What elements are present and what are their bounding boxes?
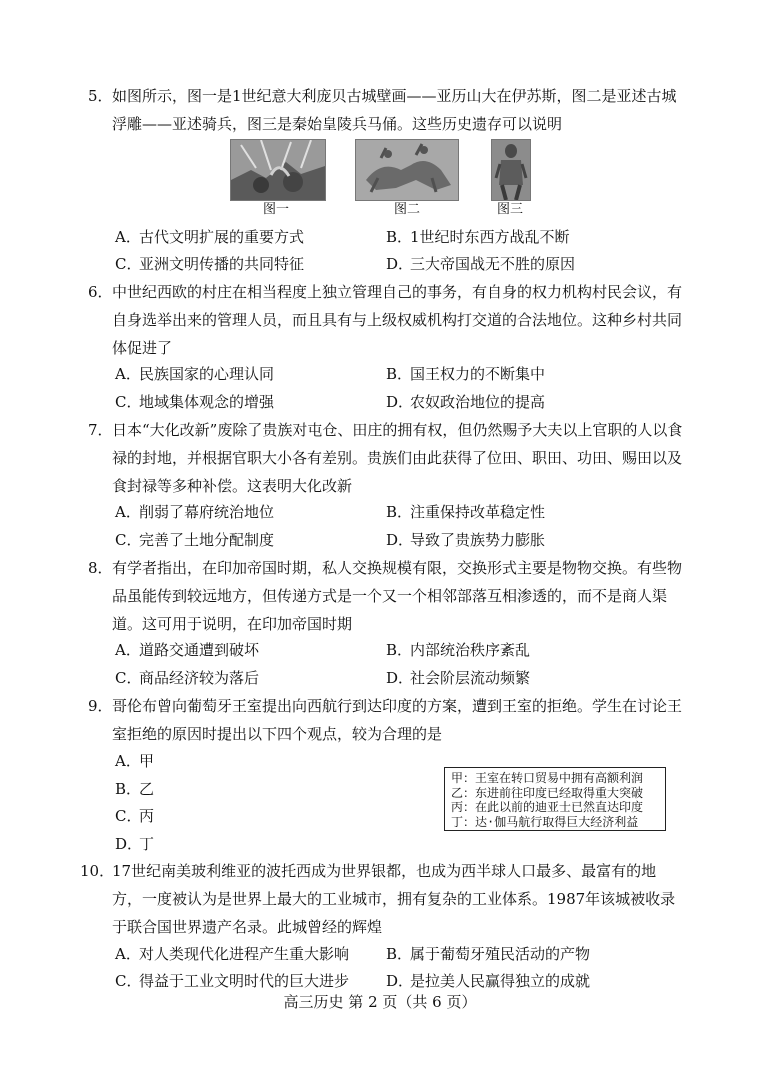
option-d: D．社会阶层流动频繁 (386, 669, 531, 687)
question-stem: 日本“大化改新”废除了贵族对屯仓、田庄的拥有权，但仍然赐予大夫以上官职的人以食禄的封地，并根据官职大小各有差别。贵族们由此获得了位田、职田、功田、赐田以及食封禄等多种补偿。这表明大化改新 (112, 421, 683, 495)
option-b: B．注重保持改革稳定性 (386, 503, 546, 521)
option-a: A．甲 (115, 752, 155, 770)
figure-caption: 图二 (393, 202, 420, 217)
option-d: D．是拉美人民赢得独立的成就 (386, 972, 591, 990)
fig1-pompeii-mural-image (230, 139, 326, 201)
option-b: B．国王权力的不断集中 (386, 365, 546, 383)
option-a: A．道路交通遭到破坏 (115, 641, 260, 659)
question-number: 7． (88, 421, 113, 439)
fig3-terracotta-warrior-image (491, 139, 531, 201)
option-b: B．属于葡萄牙殖民活动的产物 (386, 945, 591, 963)
question-stem: 有学者指出，在印加帝国时期，私人交换规模有限，交换形式主要是物物交换。有些物品虽能传到较远地方，但传递方式是一个又一个相邻部落互相渗透的，而不是商人渠道。这可用于说明，在印加帝国时期 (112, 559, 683, 633)
question-number: 10． (80, 862, 115, 880)
question-stem: 中世纪西欧的村庄在相当程度上独立管理自己的事务，有自身的权力机构村民会议，有自身选举出来的管理人员，而且具有与上级权威机构打交道的合法地位。这种乡村共同体促进了 (112, 283, 683, 357)
question-number: 6． (88, 283, 113, 301)
viewpoint-ding: 丁：达·伽马航行取得巨大经济利益 (451, 814, 639, 829)
option-c: C．亚洲文明传播的共同特征 (115, 255, 305, 273)
option-d: D．丁 (115, 835, 155, 853)
figure-caption: 图三 (496, 202, 523, 217)
question-stem: 哥伦布曾向葡萄牙王室提出向西航行到达印度的方案，遭到王室的拒绝。学生在讨论王室拒绝的原因时提出以下四个观点，较为合理的是 (112, 697, 683, 743)
option-b: B．乙 (115, 780, 155, 798)
option-b: B．内部统治秩序紊乱 (386, 641, 531, 659)
viewpoint-jia: 甲：王室在转口贸易中拥有高额利润 (451, 771, 644, 785)
viewpoint-yi: 乙：东进前往印度已经取得重大突破 (451, 785, 644, 800)
option-c: C．得益于工业文明时代的巨大进步 (115, 972, 350, 990)
fig2-assyrian-relief-image (355, 139, 459, 201)
option-d: D．导致了贵族势力膨胀 (386, 531, 546, 549)
option-c: C．丙 (115, 807, 155, 825)
question-number: 5． (88, 87, 113, 105)
viewpoint-bing: 丙：在此以前的迪亚士已然直达印度 (451, 800, 644, 814)
option-c: C．地域集体观念的增强 (115, 393, 275, 411)
option-a: A．古代文明扩展的重要方式 (115, 228, 305, 246)
option-d: D．三大帝国战无不胜的原因 (386, 255, 576, 273)
option-c: C．商品经济较为落后 (115, 669, 260, 687)
option-a: A．削弱了幕府统治地位 (115, 503, 275, 521)
figure-caption: 图一 (262, 202, 289, 217)
option-d: D．农奴政治地位的提高 (386, 393, 546, 411)
option-b: B．1世纪时东西方战乱不断 (386, 228, 570, 246)
option-a: A．民族国家的心理认同 (115, 365, 275, 383)
question-stem: 如图所示，图一是1世纪意大利庞贝古城壁画——亚历山大在伊苏斯，图二是亚述古城浮雕——亚述骑兵，图三是秦始皇陵兵马俑。这些历史遗存可以说明 (112, 87, 677, 133)
question-number: 9． (88, 697, 113, 715)
question-number: 8． (88, 559, 113, 577)
option-a: A．对人类现代化进程产生重大影响 (115, 945, 350, 963)
page-footer: 高三历史 第 2 页（共 6 页） (283, 993, 477, 1011)
option-c: C．完善了土地分配制度 (115, 531, 275, 549)
viewpoints-box (444, 767, 666, 831)
question-stem: 17世纪南美玻利维亚的波托西成为世界银都，也成为西半球人口最多、最富有的地方，一度被认为是世界上最大的工业城市，拥有复杂的工业体系。1987年该城被收录于联合国世界遗产名录。此城曾经的辉煌 (112, 862, 676, 936)
